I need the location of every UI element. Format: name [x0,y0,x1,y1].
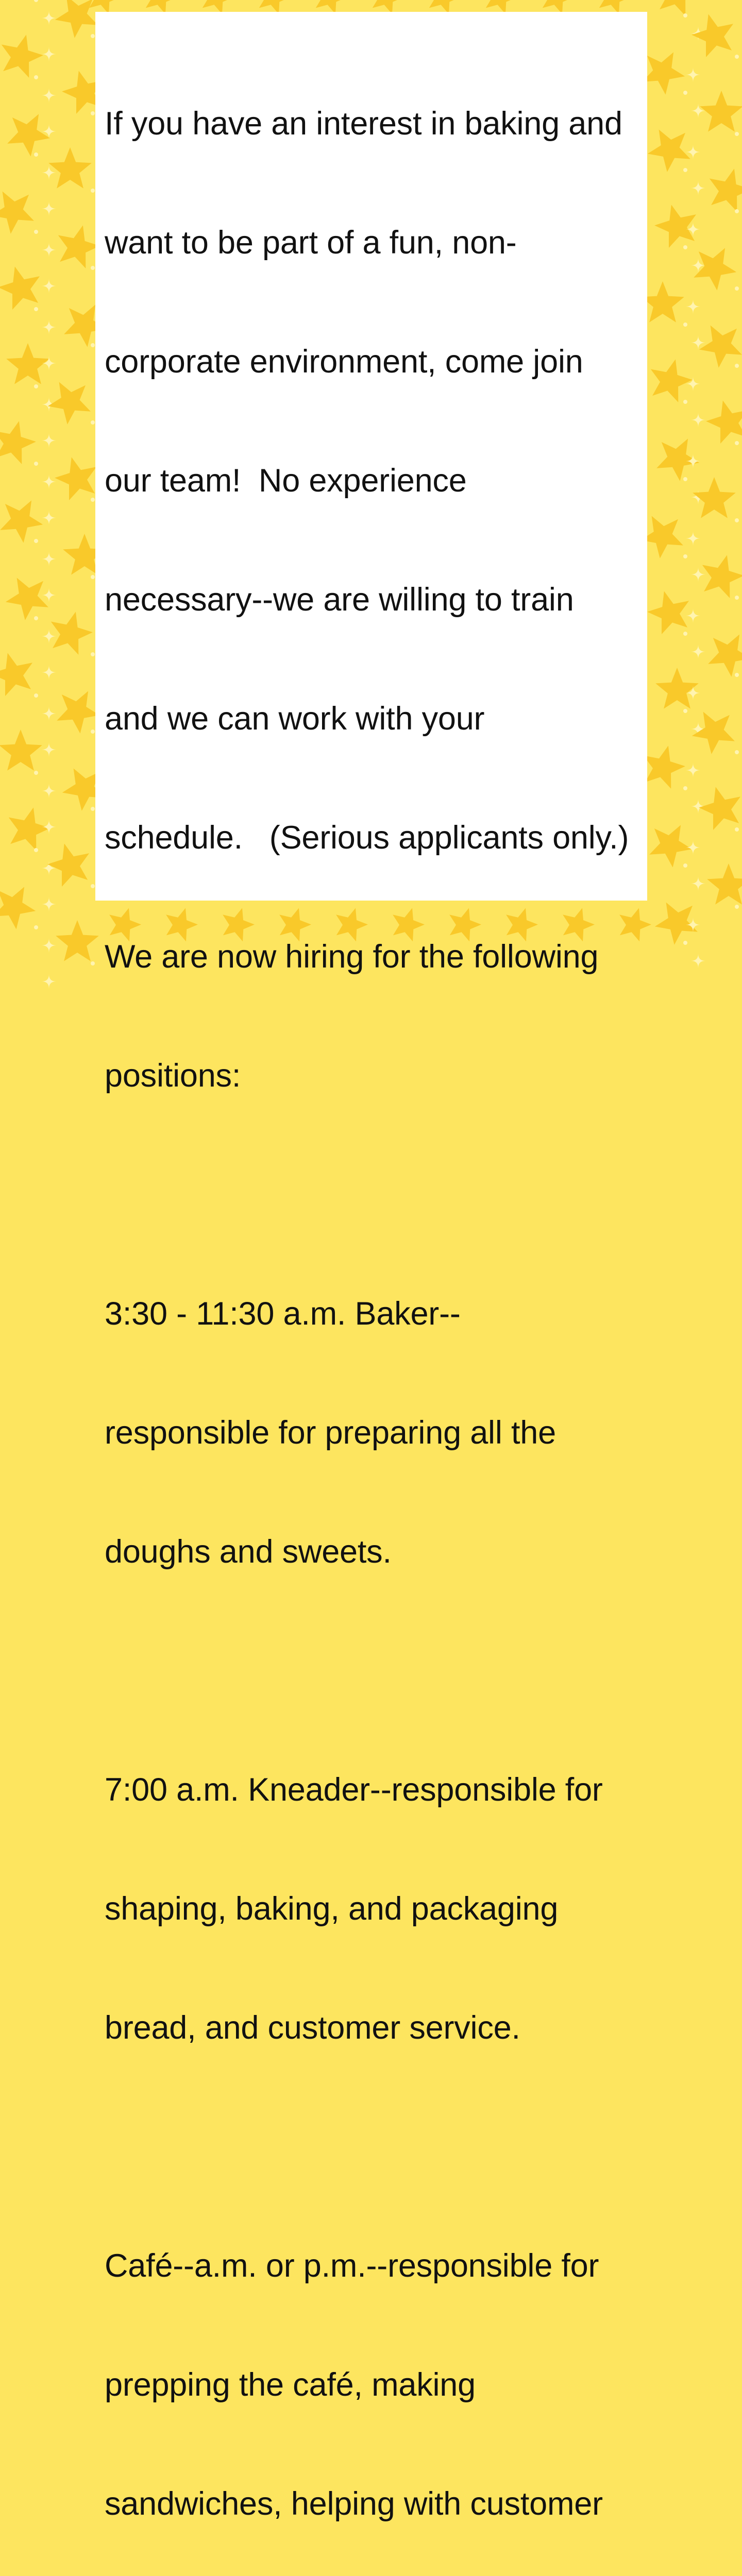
dot-icon [735,209,739,213]
text-line: 3:30 - 11:30 a.m. Baker-- [105,1296,461,1332]
star-icon [56,920,99,961]
dot-icon [735,827,739,832]
star-icon [7,114,50,156]
sparkle-icon [691,645,705,659]
dot-icon [735,55,739,59]
star-icon [707,863,742,905]
star-icon [0,500,43,543]
dot-icon [34,771,38,775]
star-icon [700,91,742,132]
star-icon [58,225,100,268]
sparkle-icon [42,356,56,370]
star-icon [651,359,693,402]
star-icon [642,52,685,94]
sparkle-icon [42,47,56,61]
text-line: We are now hiring for the following [105,939,599,975]
sparkle-icon [42,552,56,566]
dot-icon [683,786,687,790]
star-icon [658,0,700,16]
star-icon [693,477,736,518]
star-icon [0,192,34,234]
star-icon [641,281,684,323]
dot-icon [34,384,38,388]
sparkle-icon [42,11,56,25]
star-icon [708,634,742,676]
dot-icon [735,364,739,368]
dot-icon [683,168,687,172]
sparkle-icon [42,629,56,643]
dot-icon [735,286,739,291]
dot-icon [683,13,687,18]
sparkle-icon [691,181,705,195]
sparkle-icon [691,954,705,968]
dot-icon [683,91,687,95]
star-icon [694,248,736,290]
dot-icon [34,693,38,698]
baker-position-paragraph [105,1215,642,1651]
text-line: bread, and customer service. [105,2010,520,2046]
dot-icon [91,189,95,193]
star-icon [0,730,42,771]
sparkle-icon [42,665,56,680]
star-icon [699,787,740,830]
dot-icon [735,596,739,600]
dot-icon [34,848,38,852]
dot-icon [735,750,739,754]
star-icon [48,147,92,189]
sparkle-icon [691,876,705,891]
text-line: corporate environment, come join [105,344,583,380]
dot-icon [34,925,38,929]
dot-icon [34,75,38,79]
text-line: positions: [105,1058,241,1094]
star-icon [0,653,32,696]
text-line: shaping, baking, and packaging [105,1891,559,1927]
dot-icon [735,518,739,522]
sparkle-icon [686,763,700,777]
dot-icon [34,462,38,466]
dot-icon [34,0,38,2]
sparkle-icon [42,279,56,293]
text-line: Café--a.m. or p.m.--responsible for [105,2248,599,2284]
text-line: doughs and sweets. [105,1534,392,1570]
sparkle-icon [42,474,56,489]
star-icon [55,457,96,500]
intro-paragraph [105,25,642,1175]
star-icon [2,35,43,77]
star-icon [51,612,93,655]
dot-icon [683,941,687,945]
star-icon [692,712,735,754]
sparkle-icon [42,820,56,834]
sparkle-icon [686,608,700,623]
star-icon [706,400,742,444]
sparkle-icon [42,511,56,525]
sparkle-icon [42,165,56,180]
dot-icon [683,477,687,481]
dot-icon [683,709,687,713]
text-line: prepping the café, making [105,2367,476,2403]
dot-icon [91,961,95,965]
dot-icon [91,884,95,888]
star-icon [6,343,49,384]
sparkle-icon [691,104,705,118]
dot-icon [735,441,739,445]
dot-icon [683,632,687,636]
dot-icon [34,539,38,543]
star-icon [710,168,742,212]
star-icon [47,843,89,887]
job-posting-card [95,12,647,2522]
dot-icon [683,323,687,327]
sparkle-icon [686,840,700,855]
star-icon [655,668,699,709]
star-icon [0,887,36,929]
sparkle-icon [686,299,700,314]
dot-icon [34,230,38,234]
sparkle-icon [42,320,56,334]
star-icon [0,266,40,310]
sparkle-icon [42,243,56,257]
dot-icon [683,863,687,868]
text-line: responsible for preparing all the [105,1415,556,1451]
dot-icon [91,498,95,502]
dot-icon [735,673,739,677]
text-line: want to be part of a fun, non- [105,225,517,261]
sparkle-icon [42,897,56,911]
sparkle-icon [42,784,56,798]
star-icon [654,205,696,248]
cafe-position-paragraph [105,2167,642,2576]
sparkle-icon [42,588,56,602]
star-icon [9,807,50,851]
star-icon [57,691,99,733]
star-icon [692,14,733,57]
dot-icon [91,730,95,734]
dot-icon [91,34,95,38]
dot-icon [34,616,38,620]
star-icon [644,745,685,789]
dot-icon [735,132,739,136]
text-line: and we can work with your [105,701,485,737]
sparkle-icon [686,67,700,82]
sparkle-icon [42,706,56,721]
dot-icon [91,420,95,425]
star-icon [48,382,91,425]
sparkle-icon [42,938,56,953]
dot-icon [91,652,95,656]
dot-icon [735,905,739,909]
star-icon [648,130,690,172]
star-icon [647,591,689,634]
dot-icon [683,245,687,249]
sparkle-icon [686,531,700,546]
sparkle-icon [42,88,56,103]
text-line: 7:00 a.m. Kneader--responsible for [105,1772,603,1808]
sparkle-icon [691,413,705,427]
sparkle-icon [691,567,705,582]
star-icon [649,825,692,867]
dot-icon [91,266,95,270]
star-icon [699,326,742,368]
dot-icon [91,111,95,115]
dot-icon [91,343,95,347]
text-line: schedule. (Serious applicants only.) [105,820,629,856]
star-icon [702,555,742,598]
dot-icon [683,400,687,404]
dot-icon [91,807,95,811]
text-line: sandwiches, helping with customer [105,2486,603,2522]
text-line: our team! No experience [105,463,467,499]
kneader-position-paragraph [105,1691,642,2127]
dot-icon [34,152,38,157]
text-line: If you have an interest in baking and [105,106,622,142]
sparkle-icon [42,201,56,216]
text-line: necessary--we are willing to train [105,582,574,618]
sparkle-icon [42,974,56,989]
dot-icon [34,307,38,311]
star-icon [0,421,36,464]
sparkle-icon [42,433,56,448]
dot-icon [91,575,95,579]
dot-icon [683,554,687,558]
star-icon [6,578,48,620]
sparkle-icon [42,742,56,757]
